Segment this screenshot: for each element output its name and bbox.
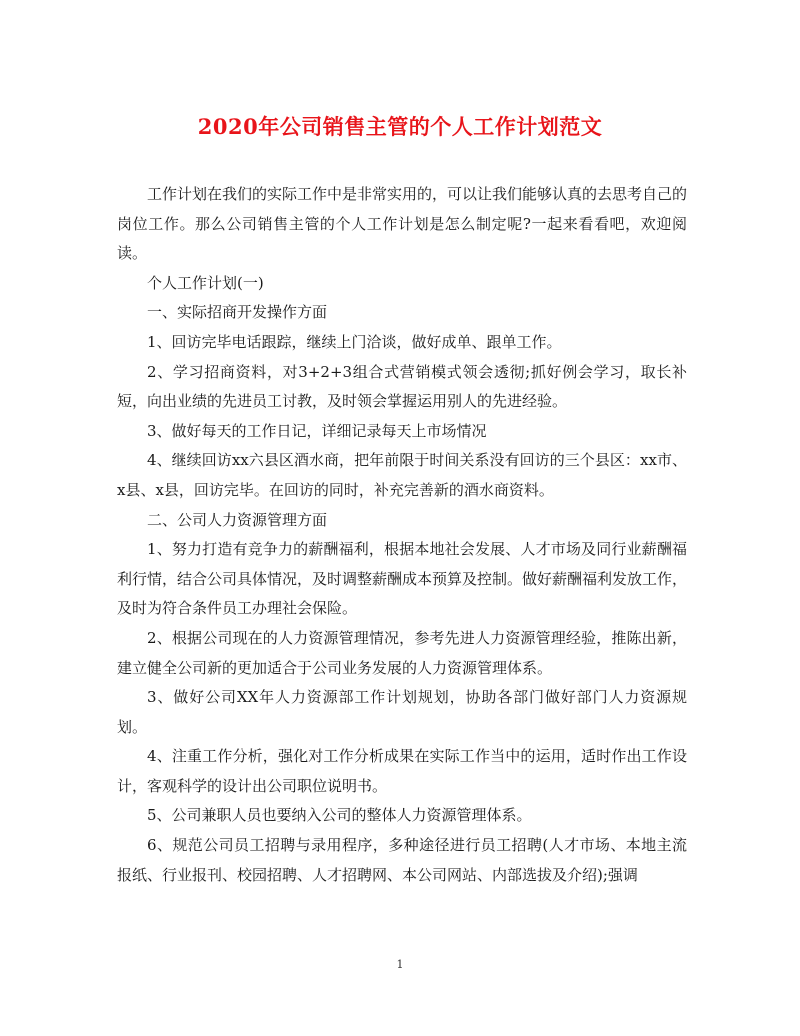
list-item: 5、公司兼职人员也要纳入公司的整体人力资源管理体系。 [147, 806, 532, 825]
list-item: 2、根据公司现在的人力资源管理情况，参考先进人力资源管理经验，推陈出新，建立健全公司新的更加适合于公司业务发展的人力资源管理体系。 [117, 628, 687, 677]
list-item: 6、规范公司员工招聘与录用程序，多种途径进行员工招聘(人才市场、本地主流报纸、行业报刊、校园招聘、人才招聘网、本公司网站、内部选拔及介绍);强调 [117, 836, 687, 884]
list-item: 1、回访完毕电话跟踪，继续上门洽谈，做好成单、跟单工作。 [147, 332, 562, 351]
intro-paragraph: 工作计划在我们的实际工作中是非常实用的，可以让我们能够认真的去思考自己的岗位工作。那么公司销售主管的个人工作计划是怎么制定呢?一起来看看吧，欢迎阅读。 [117, 185, 688, 263]
list-item: 3、做好每天的工作日记，详细记录每天上市场情况 [147, 421, 487, 440]
document-body [117, 180, 687, 890]
list-item: 3、做好公司XX年人力资源部工作计划规划，协助各部门做好部门人力资源规划。 [117, 688, 687, 736]
page-number: 1 [396, 958, 404, 971]
list-item: 2、学习招商资料，对3+2+3组合式营销模式领会透彻;抓好例会学习，取长补短，向出业绩的先进员工讨教，及时领会掌握运用别人的先进经验。 [117, 362, 687, 411]
list-item: 1、努力打造有竞争力的薪酬福利，根据本地社会发展、人才市场及同行业薪酬福利行情，结合公司具体情况，及时调整薪酬成本预算及控制。做好薪酬福利发放工作，及时为符合条件员工办理社会保险。 [117, 540, 688, 618]
list-item: 4、继续回访xx六县区酒水商，把年前限于时间关系没有回访的三个县区：xx市、x县、x县，回访完毕。在回访的同时，补充完善新的酒水商资料。 [117, 451, 687, 499]
section-heading-plan-one: 个人工作计划(一) [147, 273, 264, 292]
section-heading-recruitment: 一、实际招商开发操作方面 [147, 303, 328, 322]
section-heading-hr: 二、公司人力资源管理方面 [147, 510, 328, 529]
list-item: 4、注重工作分析，强化对工作分析成果在实际工作当中的运用，适时作出工作设计，客观科学的设计出公司职位说明书。 [117, 747, 687, 795]
document-title: 2020年公司销售主管的个人工作计划范文 [197, 114, 603, 139]
